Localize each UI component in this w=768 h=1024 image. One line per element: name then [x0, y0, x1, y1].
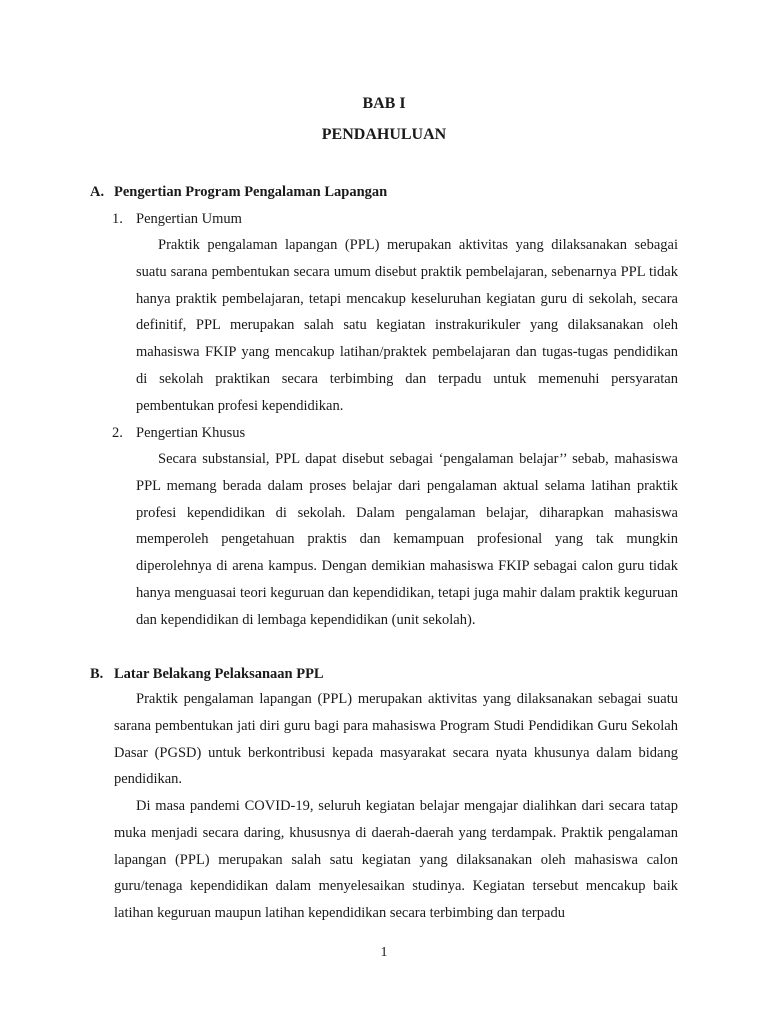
section-b-paragraph-1: Praktik pengalaman lapangan (PPL) merupakan aktivitas yang dilaksanakan sebagai suatu sarana pembentukan jati diri guru bagi para mahasiswa Program Studi Pendidikan Guru Sekolah Dasar (PGSD) untuk berkontribusi kepada masyarakat secara nyata khusunya dalam bidang pendidikan.: [114, 691, 678, 788]
section-a-marker: A.: [90, 184, 105, 200]
section-b-title: Latar Belakang Pelaksanaan PPL: [114, 666, 324, 682]
subsection-2-heading: [112, 423, 245, 443]
section-b-paragraph-2: Di masa pandemi COVID-19, seluruh kegiatan belajar mengajar dialihkan dari secara tatap muka menjadi secara daring, khususnya di daerah-daerah yang terdampak. Praktik pengalaman lapangan (PPL) merupakan salah satu kegiatan yang dilaksanakan oleh mahasiswa calon guru/tenaga kependidikan dalam menyelesaikan studinya. Kegiatan tersebut mencakup baik latihan keguruan maupun latihan kependidikan secara terbimbing dan terpadu: [114, 798, 678, 922]
subsection-1-heading: [112, 209, 242, 229]
subsection-1-title: Pengertian Umum: [136, 211, 242, 227]
subsection-1-paragraph: Praktik pengalaman lapangan (PPL) merupakan aktivitas yang dilaksanakan sebagai suatu sarana pembentukan secara umum disebut praktik pembelajaran, sebenarnya PPL tidak hanya praktik pembelajaran, tetapi mencakup keseluruhan kegiatan guru di sekolah, secara definitif, PPL merupakan salah satu kegiatan instrakurikuler yang dilaksanakan oleh mahasiswa FKIP yang mencakup latihan/praktek pembelajaran dan tugas-tugas pendidikan di sekolah praktikan secara terbimbing dan terpadu untuk memenuhi persyaratan pembentukan profesi kependidikan.: [136, 237, 678, 414]
subsection-2-title: Pengertian Khusus: [136, 425, 246, 441]
page-number: 1: [380, 945, 388, 960]
section-a-title: Pengertian Program Pengalaman Lapangan: [114, 184, 388, 200]
section-b-heading: [90, 664, 324, 684]
subsection-1-marker: 1.: [112, 211, 123, 227]
chapter-title: PENDAHULUAN: [321, 126, 447, 143]
subsection-2-marker: 2.: [112, 425, 123, 441]
chapter-number: BAB I: [362, 95, 406, 112]
subsection-2-paragraph: Secara substansial, PPL dapat disebut sebagai ‘pengalaman belajar’’ sebab, mahasiswa PPL memang berada dalam proses belajar dari pengalaman aktual selama latihan praktik profesi kependidikan di sekolah. Dalam pengalaman belajar, diharapkan mahasiswa memperoleh pengetahuan praktis dan kemampuan profesional yang tak mungkin diperolehnya di arena kampus. Dengan demikian mahasiswa FKIP sebagai calon guru tidak hanya menguasai teori keguruan dan kependidikan, tetapi juga mahir dalam praktik keguruan dan kependidikan di lembaga kependidikan (unit sekolah).: [136, 451, 678, 628]
section-b-marker: B.: [90, 666, 104, 682]
section-a-heading: [90, 182, 387, 202]
